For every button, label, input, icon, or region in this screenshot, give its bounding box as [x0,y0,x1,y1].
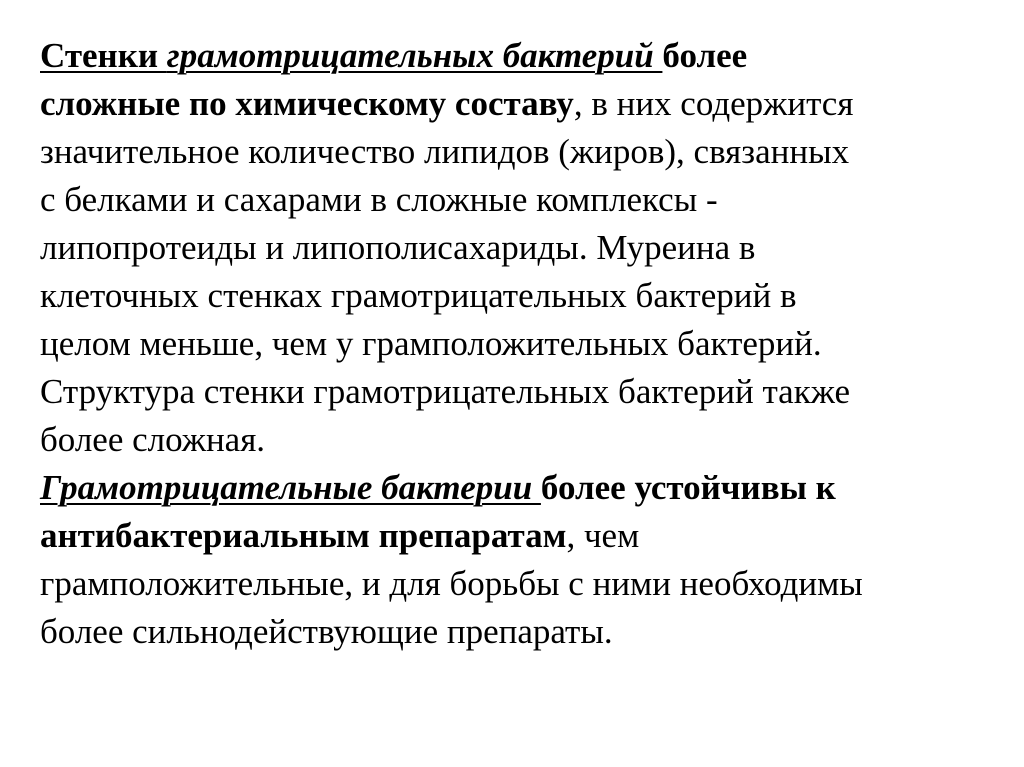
text-bold-underlined: Стенки [40,36,167,75]
slide-text [40,32,990,656]
text-bold: антибактериальным препаратам [40,516,567,555]
text-regular: , в них содержится [573,84,854,123]
text-bold: более [662,36,748,75]
text-bold-italic-underlined: грамотрицательных бактерий [166,36,663,75]
text-line: липопротеиды и липополисахариды. Муреина в [40,228,756,267]
text-bold-italic-underlined: Грамотрицательные бактерии [40,468,541,507]
text-line: более сложная. [40,420,266,459]
text-regular: , чем [566,516,640,555]
text-line: значительное количество липидов (жиров), связанных [40,132,850,171]
text-line [40,80,990,128]
text-line [40,512,990,560]
text-line: клеточных стенках грамотрицательных бактерий в [40,276,797,315]
text-line: с белками и сахарами в сложные комплексы - [40,180,718,219]
text-bold: более устойчивы к [540,468,836,507]
text-bold: сложные по химическому составу [40,84,574,123]
text-line: грамположительные, и для борьбы с ними необходимы [40,564,863,603]
text-line [40,464,990,512]
text-line: более сильнодействующие препараты. [40,612,613,651]
text-line: Структура стенки грамотрицательных бактерий также [40,372,850,411]
text-line [40,32,990,80]
text-line: целом меньше, чем у грамположительных бактерий. [40,324,822,363]
